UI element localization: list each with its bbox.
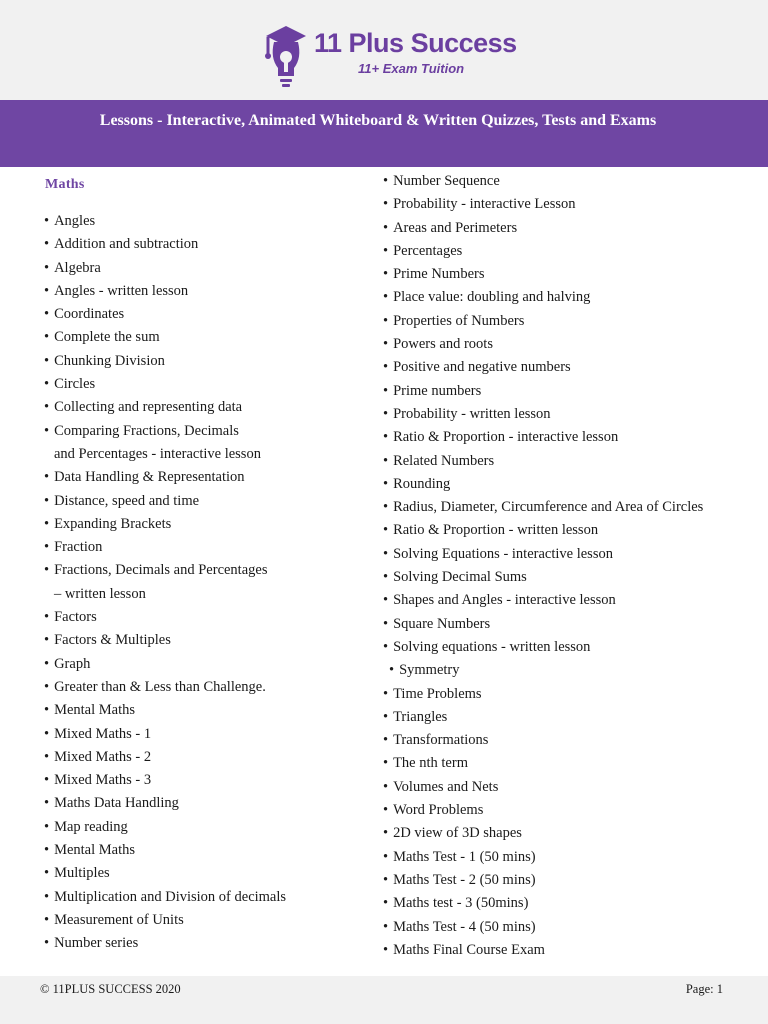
list-item-label: Greater than & Less than Challenge. <box>54 678 266 695</box>
bullet-icon: • <box>44 539 50 556</box>
list-item <box>44 257 364 280</box>
list-item <box>44 886 364 909</box>
bullet-icon: • <box>44 376 50 393</box>
list-item-label: Probability - written lesson <box>393 405 551 422</box>
list-item-label: Maths Test - 4 (50 mins) <box>393 918 536 935</box>
list-item <box>383 752 763 775</box>
list-item-label: Number series <box>54 935 139 952</box>
logo-tagline: 11+ Exam Tuition <box>358 61 465 76</box>
list-item-label: Angles - written lesson <box>54 282 189 299</box>
list-item <box>44 676 364 699</box>
list-item-label: Percentages <box>393 242 463 259</box>
list-item-label: Symmetry <box>399 662 460 679</box>
list-item-label: Solving Decimal Sums <box>393 569 527 586</box>
list-item-label: Factors <box>54 609 97 626</box>
list-item <box>383 729 763 752</box>
list-item-label: Map reading <box>54 818 128 835</box>
bullet-icon: • <box>44 795 50 812</box>
list-item-label: Prime numbers <box>393 382 482 399</box>
list-item <box>44 466 364 489</box>
list-item-label: Distance, speed and time <box>54 492 200 509</box>
bullet-icon: • <box>383 266 389 283</box>
bullet-icon: • <box>44 492 50 509</box>
bullet-icon: • <box>44 772 50 789</box>
list-item <box>383 333 763 356</box>
list-item <box>44 629 364 652</box>
list-item-label: Solving equations - written lesson <box>393 638 591 655</box>
list-item-label: Addition and subtraction <box>54 236 199 253</box>
bullet-icon: • <box>383 638 389 655</box>
list-item <box>383 822 763 845</box>
list-item-label: Shapes and Angles - interactive lesson <box>393 592 616 609</box>
bullet-icon: • <box>383 871 389 888</box>
bullet-icon: • <box>383 405 389 422</box>
bullet-icon: • <box>44 213 50 229</box>
bullet-icon: • <box>44 236 50 253</box>
bullet-icon: • <box>383 685 389 702</box>
list-item <box>44 932 364 955</box>
list-item-label: Maths test - 3 (50mins) <box>393 895 529 912</box>
list-item <box>44 420 364 467</box>
list-item <box>44 303 364 326</box>
list-item <box>44 606 364 629</box>
list-item <box>383 776 763 799</box>
list-item <box>383 869 763 892</box>
bullet-icon: • <box>383 615 389 632</box>
list-item-label: Probability - interactive Lesson <box>393 196 576 213</box>
bullet-icon: • <box>383 312 389 329</box>
list-item-label: Graph <box>54 655 91 672</box>
list-item-label: Multiples <box>54 865 110 882</box>
bullet-icon: • <box>383 219 389 236</box>
list-item <box>383 846 763 869</box>
list-item <box>44 653 364 676</box>
list-item-label-continued: and Percentages - interactive lesson <box>54 445 261 462</box>
bullet-icon: • <box>44 306 50 323</box>
bullet-icon: • <box>383 289 389 306</box>
bullet-icon: • <box>44 911 50 928</box>
list-item-label: Ratio & Proportion - interactive lesson <box>393 429 619 446</box>
bullet-icon: • <box>383 452 389 469</box>
list-item-label: Mixed Maths - 1 <box>54 725 152 742</box>
list-item <box>383 217 763 240</box>
bullet-icon: • <box>44 842 50 859</box>
list-item <box>383 170 763 193</box>
list-item-label: Properties of Numbers <box>393 312 525 329</box>
list-item <box>44 839 364 862</box>
list-item <box>383 589 763 612</box>
bullet-icon: • <box>44 725 50 742</box>
list-item-label: Maths Test - 2 (50 mins) <box>393 871 536 888</box>
bullet-icon: • <box>44 329 50 346</box>
bullet-icon: • <box>44 282 50 299</box>
list-item-label-continued: – written lesson <box>54 585 146 602</box>
bullet-icon: • <box>44 888 50 905</box>
bullet-icon: • <box>383 755 389 772</box>
list-item-label: Measurement of Units <box>54 911 184 928</box>
list-item-label: Comparing Fractions, Decimals <box>54 422 239 439</box>
list-item-label: Positive and negative numbers <box>393 359 571 376</box>
list-item <box>383 683 763 706</box>
list-item-label: Data Handling & Representation <box>54 469 245 486</box>
bullet-icon: • <box>383 196 389 213</box>
list-item <box>44 559 364 606</box>
list-item-label: Areas and Perimeters <box>393 219 518 236</box>
list-item-label: Fraction <box>54 539 103 556</box>
list-item-label: Prime Numbers <box>393 266 485 283</box>
banner-title: Lessons - Interactive, Animated Whiteboard & Written Quizzes, Tests and Exams <box>99 112 657 129</box>
bullet-icon: • <box>44 702 50 719</box>
list-item <box>383 566 763 589</box>
list-item-label: Number Sequence <box>393 173 500 189</box>
list-item <box>44 373 364 396</box>
list-item <box>44 816 364 839</box>
lessons-banner <box>0 100 768 167</box>
list-item <box>383 473 763 496</box>
bullet-icon: • <box>383 522 389 539</box>
bullet-icon: • <box>383 825 389 842</box>
list-item <box>383 613 763 636</box>
list-item <box>44 326 364 349</box>
logo <box>264 24 517 88</box>
bullet-icon: • <box>383 941 389 958</box>
bullet-icon: • <box>44 562 50 579</box>
bullet-icon: • <box>383 173 389 189</box>
list-item <box>383 193 763 216</box>
list-item <box>44 862 364 885</box>
list-item-label: Solving Equations - interactive lesson <box>393 545 613 562</box>
bullet-icon: • <box>44 655 50 672</box>
bullet-icon: • <box>383 429 389 446</box>
list-item <box>383 799 763 822</box>
list-item-label: Ratio & Proportion - written lesson <box>393 522 599 539</box>
bullet-icon: • <box>44 748 50 765</box>
list-item-label: Time Problems <box>393 685 482 702</box>
list-item-label: Fractions, Decimals and Percentages <box>54 562 268 579</box>
list-item <box>383 916 763 939</box>
list-item-label: Expanding Brackets <box>54 515 172 532</box>
bullet-icon: • <box>44 818 50 835</box>
list-item-label: Word Problems <box>393 802 484 819</box>
list-item <box>44 396 364 419</box>
bullet-icon: • <box>383 569 389 586</box>
copyright-text: © 11PLUS SUCCESS 2020 <box>40 982 181 996</box>
list-item <box>383 380 763 403</box>
list-item-label: Factors & Multiples <box>54 632 171 649</box>
bullet-icon: • <box>383 242 389 259</box>
list-item <box>44 513 364 536</box>
list-item <box>383 659 763 682</box>
bullet-icon: • <box>383 336 389 353</box>
section-heading-maths: Maths <box>45 177 85 192</box>
list-item-label: Algebra <box>54 259 101 276</box>
list-item-label: Complete the sum <box>54 329 160 346</box>
list-item <box>44 350 364 373</box>
list-item <box>44 792 364 815</box>
list-item <box>383 263 763 286</box>
list-item <box>383 403 763 426</box>
logo-title: 11 Plus Success <box>314 28 517 58</box>
bullet-icon: • <box>383 918 389 935</box>
list-item <box>383 426 763 449</box>
list-item-label: Coordinates <box>54 306 125 323</box>
bullet-icon: • <box>44 678 50 695</box>
list-item-label: Mixed Maths - 2 <box>54 748 152 765</box>
bullet-icon: • <box>389 662 395 679</box>
list-item-label: Maths Final Course Exam <box>393 941 545 958</box>
list-item-label: Triangles <box>393 708 448 725</box>
list-item-label: Mental Maths <box>54 842 136 859</box>
bullet-icon: • <box>383 848 389 865</box>
bullet-icon: • <box>44 515 50 532</box>
list-item-label: Mental Maths <box>54 702 136 719</box>
list-item-label: Maths Data Handling <box>54 795 179 812</box>
page-number: Page: 1 <box>685 982 723 996</box>
maths-topic-list-right <box>383 170 763 962</box>
list-item <box>383 892 763 915</box>
list-item <box>44 210 364 233</box>
list-item <box>383 939 763 962</box>
graduation-cap-lightbulb-icon <box>264 24 310 88</box>
list-item-label: Volumes and Nets <box>393 778 499 795</box>
bullet-icon: • <box>383 778 389 795</box>
bullet-icon: • <box>383 802 389 819</box>
bullet-icon: • <box>383 545 389 562</box>
list-item-label: Circles <box>54 376 96 393</box>
list-item-label: Powers and roots <box>393 336 493 353</box>
list-item-label: Related Numbers <box>393 452 495 469</box>
bullet-icon: • <box>383 708 389 725</box>
list-item-label: Radius, Diameter, Circumference and Area of Circles <box>393 499 704 516</box>
bullet-icon: • <box>44 422 50 439</box>
list-item <box>44 536 364 559</box>
list-item-label: Angles <box>54 213 96 229</box>
bullet-icon: • <box>44 399 50 416</box>
list-item <box>383 496 763 519</box>
list-item <box>44 723 364 746</box>
list-item <box>44 280 364 303</box>
bullet-icon: • <box>383 592 389 609</box>
list-item <box>383 310 763 333</box>
list-item <box>44 699 364 722</box>
list-item <box>44 909 364 932</box>
list-item-label: Square Numbers <box>393 615 491 632</box>
list-item <box>383 543 763 566</box>
bullet-icon: • <box>383 475 389 492</box>
list-item-label: The nth term <box>393 755 468 772</box>
list-item <box>383 286 763 309</box>
list-item-label: Collecting and representing data <box>54 399 243 416</box>
list-item <box>383 356 763 379</box>
list-item <box>44 490 364 513</box>
list-item <box>383 240 763 263</box>
list-item <box>44 233 364 256</box>
list-item <box>44 746 364 769</box>
list-item-label: Chunking Division <box>54 352 165 369</box>
bullet-icon: • <box>383 732 389 749</box>
list-item-label: Rounding <box>393 475 451 492</box>
list-item <box>383 450 763 473</box>
bullet-icon: • <box>44 865 50 882</box>
bullet-icon: • <box>44 352 50 369</box>
maths-topic-list-left <box>44 210 364 956</box>
list-item-label: Place value: doubling and halving <box>393 289 591 306</box>
list-item-label: 2D view of 3D shapes <box>393 825 522 842</box>
bullet-icon: • <box>383 895 389 912</box>
bullet-icon: • <box>383 499 389 516</box>
list-item <box>383 706 763 729</box>
bullet-icon: • <box>383 359 389 376</box>
list-item <box>383 519 763 542</box>
bullet-icon: • <box>44 609 50 626</box>
list-item <box>44 769 364 792</box>
list-item-label: Mixed Maths - 3 <box>54 772 152 789</box>
list-item-label: Multiplication and Division of decimals <box>54 888 287 905</box>
bullet-icon: • <box>383 382 389 399</box>
list-item <box>383 636 763 659</box>
list-item-label: Transformations <box>393 732 489 749</box>
bullet-icon: • <box>44 259 50 276</box>
list-item-label: Maths Test - 1 (50 mins) <box>393 848 536 865</box>
bullet-icon: • <box>44 632 50 649</box>
bullet-icon: • <box>44 469 50 486</box>
bullet-icon: • <box>44 935 50 952</box>
